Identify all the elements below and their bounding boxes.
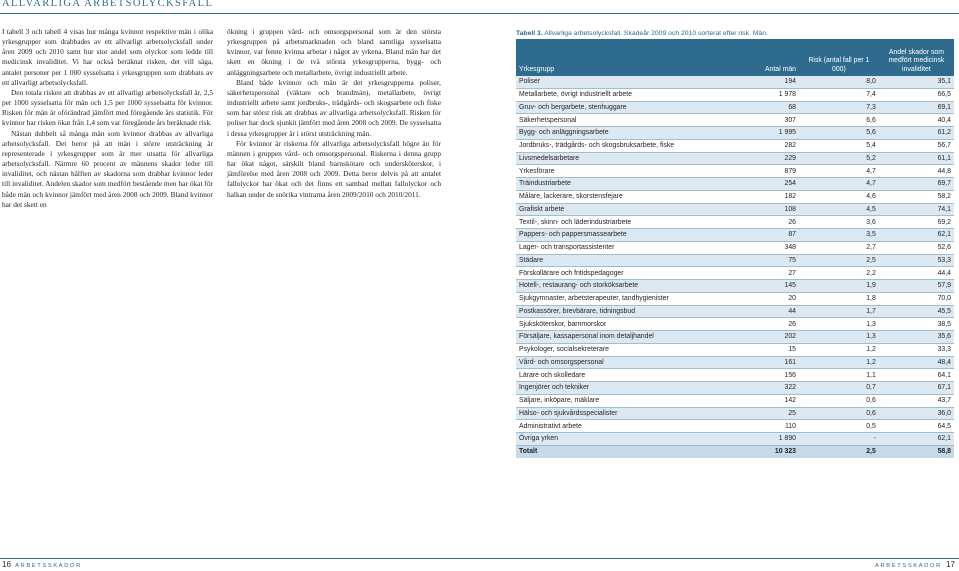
table-row — [516, 190, 954, 203]
paragraph: Nästan dubbelt så många män som kvinnor drabbas av allvarliga arbetsolycksfall. Det beror på att män i större utsträckning är representerade i yrkesgrupper som är mer utsatta för allvarliga arbetsolycksfall. Närmre 60 procent av männens skador leder till invaliditet, och nästan hälften av skadorna som drabbar kvinnor leder till invaliditet. Andelen skador som medfört bestående men har ökat för både män och kvinnor jämfört med åren 2008 och 2009. Bland kvinnor har det skett en — [2, 128, 213, 209]
cell-yrkesgrupp: Försäljare, kassapersonal inom detaljhandel — [516, 331, 738, 344]
cell-antal: 108 — [738, 203, 799, 216]
cell-andel: 69,7 — [879, 178, 954, 191]
paragraph: För kvinnor är riskerna för allvarliga arbetsolycksfall högre än för männen i gruppen vård- och omsorgspersonal. Riskerna i denna grupp har ökat något, särskilt bland barnskötare och undersköterskor, i jämförelse med åren 2008 och 2009. Detta beror delvis på att antalet fallolyckor har ökat och det finns ett sambad mellan fallolyckor och halkan under de snörika vintrarna åren 2009/2010 och 2010/2011. — [227, 138, 441, 199]
page-header — [0, 0, 959, 14]
cell-yrkesgrupp: Målare, lackerare, skorstensfejare — [516, 190, 738, 203]
paragraph: Den totala risken att drabbas av ett allvarligt arbetsolycksfall är, 2,5 per 1000 sysselsatta för män och 1,5 per 1000 sysselsatta för kvinnor. Risken för män är oförändrad jämfört med föregående års statistik. För kvinnor har risken ökat från 1,4 som var föregående års beräknade risk. — [2, 87, 213, 128]
cell-yrkesgrupp: Pappers- och pappersmassearbete — [516, 229, 738, 242]
cell-risk: 1,3 — [799, 318, 879, 331]
cell-andel: 53,3 — [879, 254, 954, 267]
table-body — [516, 76, 954, 445]
cell-andel: 61,2 — [879, 127, 954, 140]
cell-andel: 61,1 — [879, 152, 954, 165]
cell-yrkesgrupp: Sjukgymnaster, arbetsterapeuter, tandhygienister — [516, 292, 738, 305]
cell-antal: 322 — [738, 382, 799, 395]
cell-antal: 182 — [738, 190, 799, 203]
cell-antal: 142 — [738, 394, 799, 407]
cell-andel: 62,1 — [879, 229, 954, 242]
cell-andel: 57,9 — [879, 280, 954, 293]
cell-risk: 7,4 — [799, 88, 879, 101]
table-row — [516, 369, 954, 382]
cell-yrkesgrupp: Hotell-, restaurang- och storköksarbete — [516, 280, 738, 293]
table-row — [516, 178, 954, 191]
header-risk: Risk (antal fall per 1 000) — [799, 39, 879, 76]
footer-right — [875, 560, 955, 569]
cell-yrkesgrupp: Vård- och omsorgspersonal — [516, 356, 738, 369]
table-row — [516, 203, 954, 216]
cell-yrkesgrupp: Textil-, skinn- och läderindustriarbete — [516, 216, 738, 229]
total-label: Totalt — [516, 445, 738, 458]
cell-risk: 3,6 — [799, 216, 879, 229]
cell-yrkesgrupp: Lärare och skolledare — [516, 369, 738, 382]
cell-yrkesgrupp: Lager- och transportassistenter — [516, 241, 738, 254]
cell-yrkesgrupp: Jordbruks-, trädgårds- och skogsbruksarbete, fiske — [516, 139, 738, 152]
cell-risk: 2,7 — [799, 241, 879, 254]
cell-yrkesgrupp: Poliser — [516, 76, 738, 88]
risk-table — [516, 39, 954, 458]
cell-risk: 2,2 — [799, 267, 879, 280]
footer-rule — [0, 558, 959, 559]
cell-antal: 1 995 — [738, 127, 799, 140]
paragraph: I tabell 3 och tabell 4 visas hur många kvinnor respektive män i olika yrkesgrupper som drabbades av ett allvarligt arbetsolycksfall under åren 2009 och 2010 samt hur stor andel som olyckor som ledde till medicinsk invaliditet. Vi har också beräknat risken, det vill säga, antalet personer per 1 000 sysselsatta i yrkesgruppen som drabbats av ett allvarligt arbetsolycksfall. — [2, 27, 213, 87]
cell-antal: 254 — [738, 178, 799, 191]
table-row — [516, 88, 954, 101]
cell-andel: 40,4 — [879, 114, 954, 127]
cell-andel: 44,8 — [879, 165, 954, 178]
cell-yrkesgrupp: Hälso- och sjukvårdsspecialister — [516, 407, 738, 420]
table-row — [516, 394, 954, 407]
footer-left — [2, 560, 82, 569]
table-caption-label: Tabell 3. — [516, 30, 543, 37]
cell-andel: 35,1 — [879, 76, 954, 88]
cell-andel: 70,0 — [879, 292, 954, 305]
table-row — [516, 280, 954, 293]
cell-risk: 1,9 — [799, 280, 879, 293]
cell-risk: 0,6 — [799, 407, 879, 420]
cell-risk: 4,5 — [799, 203, 879, 216]
cell-yrkesgrupp: Yrkesförare — [516, 165, 738, 178]
cell-antal: 145 — [738, 280, 799, 293]
cell-risk: 4,7 — [799, 165, 879, 178]
total-risk: 2,5 — [799, 445, 879, 458]
cell-antal: 229 — [738, 152, 799, 165]
cell-risk: 0,6 — [799, 394, 879, 407]
cell-risk: 3,5 — [799, 229, 879, 242]
cell-antal: 27 — [738, 267, 799, 280]
table-row — [516, 216, 954, 229]
cell-yrkesgrupp: Övriga yrken — [516, 433, 738, 446]
cell-yrkesgrupp: Bygg- och anläggningsarbete — [516, 127, 738, 140]
cell-antal: 307 — [738, 114, 799, 127]
table-row — [516, 229, 954, 242]
paragraph: ökning i gruppen vård- och omsorgspersonal som är den största yrkesgruppen på arbetsmarknaden och bland samtliga sysselsatta kvinnor, var femte kvinna arbetar i något av yrkena. Bland män har det skett en ökning i de två största yrkesgrupperna, bygg- och anläggningsarbete och metallarbete, övrigt industriellt arbete. — [227, 27, 441, 77]
cell-andel: 56,7 — [879, 139, 954, 152]
cell-antal: 348 — [738, 241, 799, 254]
table-row — [516, 382, 954, 395]
table-row — [516, 127, 954, 140]
paragraph: Bland både kvinnor och män är det yrkesgrupperna poliser, säkerhetspersonal (väktare och brandmän), metallarbete, övrigt industriellt arbete samt jordbruks-, trädgårds- och skogsarbete och fiske som har störst risk att drabbas av allvarliga arbetsolycksfall. Risken för poliser har dock sjunkit jämfört med åren 2008 och 2009. De sysselsatta i dessa yrkesgrupper är i störst utsträckning män. — [227, 77, 441, 138]
cell-andel: 67,1 — [879, 382, 954, 395]
cell-yrkesgrupp: Säkerhetspersonal — [516, 114, 738, 127]
table-row — [516, 356, 954, 369]
table-row — [516, 139, 954, 152]
cell-risk: 1,1 — [799, 369, 879, 382]
cell-antal: 1 978 — [738, 88, 799, 101]
total-share: 58,8 — [879, 445, 954, 458]
cell-risk: 4,6 — [799, 190, 879, 203]
cell-yrkesgrupp: Förskollärare och fritidspedagoger — [516, 267, 738, 280]
header-antal: Antal män — [738, 39, 799, 76]
cell-risk: 8,0 — [799, 76, 879, 88]
table-row — [516, 254, 954, 267]
cell-antal: 68 — [738, 101, 799, 114]
page-number-right: 17 — [946, 560, 955, 569]
cell-risk: 0,5 — [799, 420, 879, 433]
cell-antal: 25 — [738, 407, 799, 420]
cell-antal: 161 — [738, 356, 799, 369]
cell-yrkesgrupp: Livsmedelsarbetare — [516, 152, 738, 165]
table-row — [516, 433, 954, 446]
cell-andel: 48,4 — [879, 356, 954, 369]
section-title: ALLVARLIGA ARBETSOLYCKSFALL — [2, 0, 214, 9]
table-caption-text: Allvarliga arbetsolycksfall. Skadeår 2009 och 2010 sorterat efter risk. Män. — [544, 30, 768, 37]
cell-antal: 26 — [738, 318, 799, 331]
cell-yrkesgrupp: Träindustriarbete — [516, 178, 738, 191]
cell-risk: 5,6 — [799, 127, 879, 140]
left-text-column — [2, 27, 213, 210]
footer-brand-right: ARBETSSKADOR — [875, 563, 942, 569]
cell-antal: 26 — [738, 216, 799, 229]
cell-risk: 4,7 — [799, 178, 879, 191]
cell-andel: 45,5 — [879, 305, 954, 318]
table-row — [516, 407, 954, 420]
cell-andel: 33,3 — [879, 343, 954, 356]
cell-andel: 58,2 — [879, 190, 954, 203]
table-row — [516, 318, 954, 331]
cell-antal: 156 — [738, 369, 799, 382]
cell-andel: 35,6 — [879, 331, 954, 344]
header-yrkesgrupp: Yrkesgrupp — [516, 39, 738, 76]
table-header-row — [516, 39, 954, 76]
cell-andel: 43,7 — [879, 394, 954, 407]
cell-antal: 879 — [738, 165, 799, 178]
cell-risk: 1,8 — [799, 292, 879, 305]
header-andel: Andel skador som medfört medicinsk invaliditet — [879, 39, 954, 76]
cell-risk: 5,2 — [799, 152, 879, 165]
page-number-left: 16 — [2, 560, 11, 569]
table-row — [516, 241, 954, 254]
table-row — [516, 152, 954, 165]
cell-risk: - — [799, 433, 879, 446]
cell-risk: 0,7 — [799, 382, 879, 395]
cell-andel: 64,5 — [879, 420, 954, 433]
cell-risk: 1,7 — [799, 305, 879, 318]
cell-antal: 15 — [738, 343, 799, 356]
cell-yrkesgrupp: Administrativt arbete — [516, 420, 738, 433]
cell-risk: 6,6 — [799, 114, 879, 127]
table-row — [516, 305, 954, 318]
table-row — [516, 343, 954, 356]
cell-antal: 282 — [738, 139, 799, 152]
table-row — [516, 420, 954, 433]
total-count: 10 323 — [738, 445, 799, 458]
table-total-row — [516, 445, 954, 458]
cell-andel: 62,1 — [879, 433, 954, 446]
cell-andel: 52,6 — [879, 241, 954, 254]
cell-risk: 1,2 — [799, 356, 879, 369]
table-caption — [516, 30, 768, 37]
footer-brand-left: ARBETSSKADOR — [15, 563, 82, 569]
cell-andel: 44,4 — [879, 267, 954, 280]
cell-antal: 194 — [738, 76, 799, 88]
cell-andel: 64,1 — [879, 369, 954, 382]
cell-risk: 1,2 — [799, 343, 879, 356]
table-row — [516, 114, 954, 127]
cell-risk: 5,4 — [799, 139, 879, 152]
cell-yrkesgrupp: Grafiskt arbete — [516, 203, 738, 216]
cell-antal: 75 — [738, 254, 799, 267]
cell-antal: 1 890 — [738, 433, 799, 446]
cell-yrkesgrupp: Ingenjörer och tekniker — [516, 382, 738, 395]
table-row — [516, 292, 954, 305]
table-row — [516, 267, 954, 280]
cell-antal: 87 — [738, 229, 799, 242]
cell-antal: 110 — [738, 420, 799, 433]
cell-andel: 69,2 — [879, 216, 954, 229]
cell-antal: 44 — [738, 305, 799, 318]
table-row — [516, 165, 954, 178]
cell-andel: 38,5 — [879, 318, 954, 331]
cell-andel: 66,5 — [879, 88, 954, 101]
right-text-column — [227, 27, 441, 200]
table-row — [516, 101, 954, 114]
cell-yrkesgrupp: Psykologer, socialsekreterare — [516, 343, 738, 356]
cell-yrkesgrupp: Metallarbete, övrigt industriellt arbete — [516, 88, 738, 101]
cell-risk: 1,3 — [799, 331, 879, 344]
cell-risk: 2,5 — [799, 254, 879, 267]
cell-antal: 202 — [738, 331, 799, 344]
cell-andel: 74,1 — [879, 203, 954, 216]
cell-antal: 20 — [738, 292, 799, 305]
cell-yrkesgrupp: Sjuksköterskor, barnmorskor — [516, 318, 738, 331]
table-row — [516, 331, 954, 344]
cell-yrkesgrupp: Gruv- och bergarbete, stenhuggare — [516, 101, 738, 114]
cell-andel: 69,1 — [879, 101, 954, 114]
cell-yrkesgrupp: Städare — [516, 254, 738, 267]
cell-risk: 7,3 — [799, 101, 879, 114]
cell-yrkesgrupp: Säljare, inköpare, mäklare — [516, 394, 738, 407]
table-row — [516, 76, 954, 88]
cell-andel: 36,0 — [879, 407, 954, 420]
cell-yrkesgrupp: Postkassörer, brevbärare, tidningsbud — [516, 305, 738, 318]
